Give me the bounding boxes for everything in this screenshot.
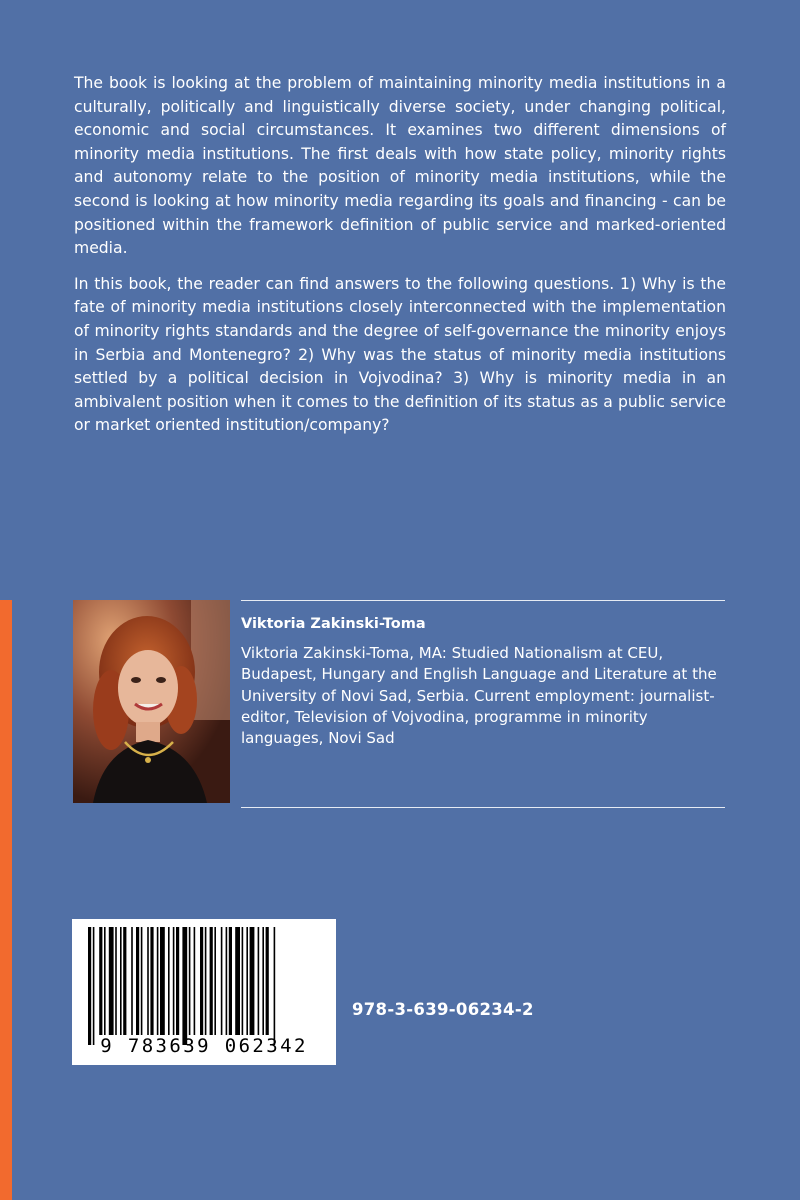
author-portrait-image <box>73 600 230 803</box>
barcode-bar <box>200 927 203 1035</box>
barcode-bar <box>258 927 260 1035</box>
barcode-bar <box>104 927 106 1035</box>
blurb-paragraph-2: In this book, the reader can find answers to the following questions. 1) Why is the fate of minority media institutions closely interconnected with the implementation of minority rights standards and the degree of self-governance the minority enjoys in Serbia and Montenegro? 2) Why was the status of minority media institutions settled by a political decision in Vojvodina? 3) Why is minority media in an ambivalent position when it comes to the definition of its status as a public service or market oriented institution/company? <box>74 274 726 435</box>
barcode-bar <box>123 927 126 1035</box>
barcode-bar <box>210 927 213 1035</box>
barcode-bar <box>131 927 133 1035</box>
barcode-bar <box>246 927 248 1035</box>
barcode-bar <box>120 927 122 1035</box>
barcode-bar <box>262 927 264 1035</box>
barcode-bar <box>150 927 153 1035</box>
barcode-bar <box>182 927 187 1045</box>
barcode-bar <box>99 927 102 1035</box>
barcode-bar <box>242 927 244 1035</box>
barcode-bar <box>115 927 117 1035</box>
barcode-bar <box>226 927 228 1035</box>
back-cover-blurb <box>74 72 726 450</box>
barcode-bar <box>250 927 255 1035</box>
author-name: Viktoria Zakinski-Toma <box>241 616 426 632</box>
author-photo <box>73 600 230 803</box>
barcode-bar <box>221 927 223 1035</box>
blurb-paragraph-1: The book is looking at the problem of maintaining minority media institutions in a culturally, politically and linguistically diverse society, under changing political, economic and social circumstances. It examines two different dimensions of minority media institutions. The first deals with how state policy, minority rights and autonomy relate to the position of minority media institutions, while the second is looking at how minority media regarding its goals and financing - can be positioned within the framework definition of public service and marked-oriented media. <box>74 74 726 258</box>
barcode-bar <box>173 927 175 1035</box>
barcode-bar <box>176 927 179 1035</box>
isbn-number: 978-3-639-06234-2 <box>352 1000 534 1019</box>
barcode-bar <box>194 927 196 1035</box>
barcode-bar <box>229 927 232 1035</box>
author-divider-bottom <box>241 807 725 808</box>
barcode-digits: 9 783639 062342 <box>100 1035 308 1057</box>
barcode-bar <box>168 927 170 1035</box>
barcode-bar <box>141 927 143 1035</box>
barcode-bar <box>157 927 159 1035</box>
author-bio: Viktoria Zakinski-Toma, MA: Studied Nationalism at CEU, Budapest, Hungary and English Language and Literature at the University of Novi Sad, Serbia. Current employment: journalist-editor, Television of Vojvodina, programme in minority languages, Novi Sad <box>241 644 717 748</box>
barcode-bar <box>88 927 91 1045</box>
barcode-bar <box>93 927 95 1045</box>
orange-accent-bar <box>0 600 12 1200</box>
barcode-bar <box>189 927 191 1035</box>
barcode-bar <box>235 927 240 1035</box>
author-divider-top <box>241 600 725 601</box>
barcode-bar <box>214 927 216 1035</box>
barcode-bar <box>136 927 139 1035</box>
author-section <box>73 600 725 808</box>
barcode-bar <box>205 927 207 1035</box>
isbn-barcode <box>72 919 336 1065</box>
barcode-bar <box>147 927 149 1035</box>
barcode-bar <box>266 927 269 1035</box>
barcode-bar <box>160 927 165 1035</box>
barcode-bar <box>274 927 276 1045</box>
barcode-bar <box>109 927 114 1035</box>
